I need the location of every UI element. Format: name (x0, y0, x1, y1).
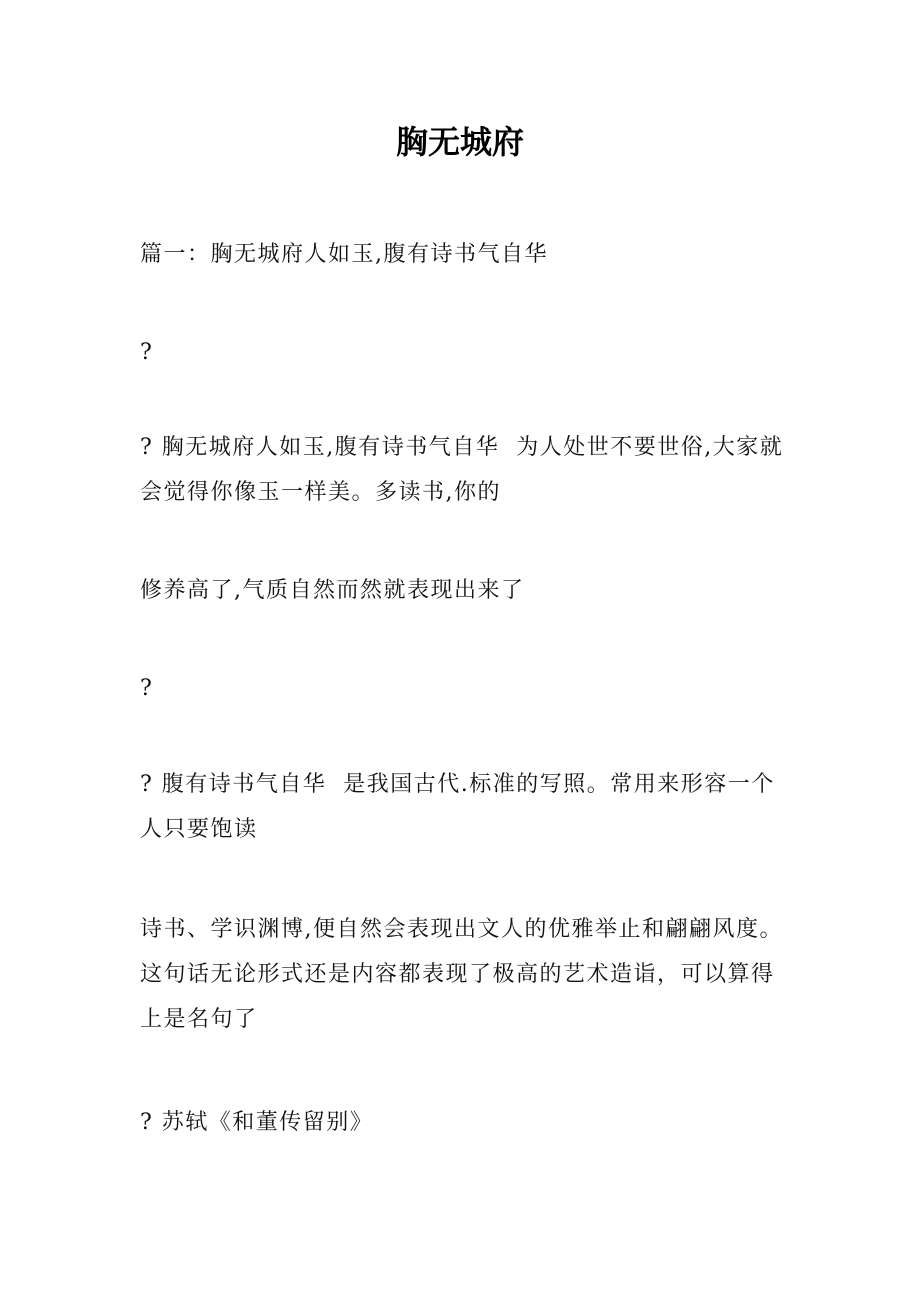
paragraph-marker: ? (140, 676, 154, 701)
paragraph-heading: 篇一：胸无城府人如玉,腹有诗书气自华 (140, 242, 548, 267)
paragraph-marker: ? (140, 340, 154, 365)
paragraph-body: 修养高了,气质自然而然就表现出来了 (140, 578, 525, 603)
paragraph-body: ? 胸无城府人如玉,腹有诗书气自华 为人处世不要世俗,大家就会觉得你像玉一样美。多读书,你的 (140, 435, 784, 505)
paragraph-body: ? 腹有诗书气自华 是我国古代.标准的写照。常用来形容一个人只要饱读 (140, 772, 775, 842)
paragraph-citation: ? 苏轼《和董传留别》 (140, 1110, 374, 1135)
paragraph-body: 诗书、学识渊博,便自然会表现出文人的优雅举止和翩翩风度。这句话无论形式还是内容都表现了极高的艺术造诣，可以算得上是名句了 (140, 917, 783, 1032)
page-title: 胸无城府 (395, 123, 524, 161)
